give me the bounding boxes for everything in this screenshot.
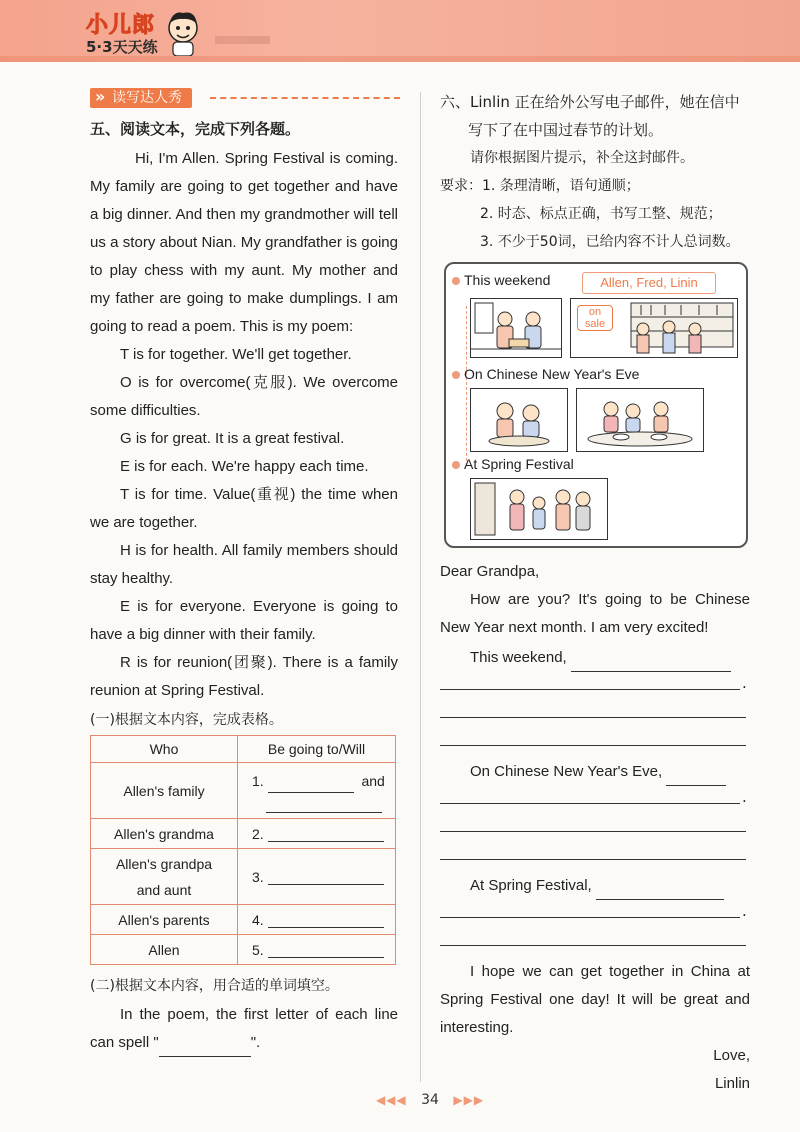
- q6-requirement-3: 3. 不少于50词，已给内容不计人总词数。: [480, 234, 740, 250]
- q6-requirement-1: 要求：1. 条理清晰，语句通顺；: [440, 178, 640, 194]
- header-decoration: [215, 36, 270, 44]
- writing-row: [440, 700, 750, 728]
- table-header-plan: Be going to/Will: [238, 736, 396, 763]
- right-column: [440, 88, 750, 1098]
- q6-title-line2: 写下了在中国过春节的计划。: [468, 121, 664, 139]
- letter-greeting: Dear Grandpa,: [440, 563, 540, 580]
- letter-signature: Linlin: [714, 1075, 750, 1092]
- label-weekend-row: [452, 272, 550, 288]
- q6-prompt: 请你根据图片提示，补全这封邮件。: [470, 150, 694, 166]
- q5-intro: Hi, I'm Allen. Spring Festival is coming. My family are going to get together and have a big dinner. And then my grandmother will tell us a story about Nian. My grandfather is going to play chess with my aunt. My mother and my father are going to make dumplings. I am going to read a poem. This is my poem:: [90, 150, 398, 335]
- part1-title: (一)根据文本内容，完成表格。: [90, 712, 283, 728]
- scene-dinner-image: [576, 388, 704, 452]
- row-who: Allen: [91, 935, 238, 965]
- eve-blank[interactable]: [666, 771, 726, 786]
- writing-row: [440, 728, 750, 756]
- page-number: 34: [421, 1092, 439, 1108]
- festival-blank[interactable]: [596, 885, 724, 900]
- label-weekend: This weekend: [464, 272, 551, 288]
- table-row: [91, 935, 396, 965]
- scene-chess-image: [470, 298, 562, 358]
- row-who: Allen's grandpa and aunt: [91, 849, 238, 905]
- part2-text-b: ".: [250, 1034, 261, 1051]
- answer-blank-1a[interactable]: [268, 778, 354, 793]
- label-festival: At Spring Festival: [464, 456, 574, 472]
- scene-dumplings-image: [470, 388, 568, 452]
- writing-line[interactable]: [440, 944, 746, 946]
- answer-number: 2.: [252, 825, 264, 842]
- page-footer: [360, 1092, 500, 1108]
- writing-line[interactable]: [440, 916, 740, 918]
- prev-arrows-icon: ◀◀◀: [375, 1093, 407, 1107]
- weekend-blank[interactable]: [571, 657, 731, 672]
- q6-title-line1: 六、Linlin 正在给外公写电子邮件，她在信中: [440, 93, 740, 111]
- festival-prompt: At Spring Festival,: [470, 877, 592, 894]
- spell-blank[interactable]: [159, 1042, 251, 1057]
- eve-line-2: [440, 786, 750, 814]
- answer-number: 1.: [252, 772, 264, 789]
- poem-line-8: R is for reunion(团聚). There is a family reunion at Spring Festival.: [90, 654, 398, 699]
- bullet-icon: [452, 461, 460, 469]
- poem-line-5: T is for time. Value(重视) the time when we are together.: [90, 486, 398, 531]
- answer-table: [90, 735, 396, 965]
- answer-number: 5.: [252, 941, 264, 958]
- row-who: Allen's grandma: [91, 819, 238, 849]
- mascot-icon: [163, 10, 203, 56]
- next-arrows-icon: ▶▶▶: [453, 1093, 485, 1107]
- row-answer-3: [238, 849, 396, 905]
- section-tag-dashline: [210, 97, 400, 99]
- section-tag-label: » 读写达人秀: [90, 88, 192, 108]
- table-row: [91, 905, 396, 935]
- table-row: [91, 763, 396, 819]
- row-answer-1: [238, 763, 396, 819]
- bullet-icon: [452, 371, 460, 379]
- festival-line: [440, 872, 750, 900]
- label-eve-row: [452, 366, 639, 382]
- scene-visit-image: [470, 478, 608, 540]
- period-mark: .: [742, 788, 747, 806]
- part2-title: (二)根据文本内容，用合适的单词填空。: [90, 978, 339, 994]
- poem-line-4: E is for each. We're happy each time.: [120, 458, 369, 475]
- row-answer-4: [238, 905, 396, 935]
- poem-line-7: E is for everyone. Everyone is going to have a big dinner with their family.: [90, 598, 398, 643]
- poem-line-6: H is for health. All family members should stay healthy.: [90, 542, 398, 587]
- writing-line[interactable]: [440, 688, 740, 690]
- writing-line[interactable]: [440, 744, 746, 746]
- eve-prompt: On Chinese New Year's Eve,: [470, 763, 663, 780]
- q5-heading: 五、阅读文本，完成下列各题。: [90, 120, 301, 138]
- weekend-prompt: This weekend,: [470, 649, 567, 666]
- row-who: Allen's parents: [91, 905, 238, 935]
- festival-line-2: [440, 900, 750, 928]
- label-eve: On Chinese New Year's Eve: [464, 366, 640, 382]
- table-row: [91, 819, 396, 849]
- timeline-line: [466, 306, 467, 466]
- top-banner: [0, 0, 800, 62]
- on-sale-sign: on sale: [577, 305, 613, 331]
- logo-title: 小儿郎: [86, 13, 156, 38]
- bullet-icon: [452, 277, 460, 285]
- answer-number: 3.: [252, 868, 264, 885]
- table-row: [91, 849, 396, 905]
- left-column: [90, 88, 398, 1057]
- row-answer-5: [238, 935, 396, 965]
- answer-blank-5[interactable]: [268, 943, 384, 958]
- letter-opening: How are you? It's going to be Chinese New Year next month. I am very excited!: [440, 591, 750, 636]
- column-divider: [420, 92, 421, 1082]
- period-mark: .: [742, 902, 747, 920]
- writing-line[interactable]: [440, 802, 740, 804]
- label-festival-row: [452, 456, 574, 472]
- part2-text: [90, 1001, 398, 1057]
- poem-line-2: O is for overcome(克服). We overcome some difficulties.: [90, 374, 398, 419]
- brand-logo: [86, 8, 226, 58]
- answer-blank-4[interactable]: [268, 913, 384, 928]
- logo-subtitle: 5·3天天练: [86, 38, 158, 56]
- section-tag: [90, 88, 398, 110]
- answer-blank-2[interactable]: [268, 827, 384, 842]
- answer-blank-1b[interactable]: [266, 798, 382, 813]
- writing-line[interactable]: [440, 858, 746, 860]
- picture-prompts: [444, 262, 748, 548]
- writing-line[interactable]: [440, 716, 746, 718]
- answer-number: 4.: [252, 911, 264, 928]
- period-mark: .: [742, 674, 747, 692]
- letter-closing: I hope we can get together in China at Spring Festival one day! It will be great and interesting.: [440, 963, 750, 1036]
- writing-row: [440, 928, 750, 956]
- weekend-line-2: [440, 672, 750, 700]
- writing-line[interactable]: [440, 830, 746, 832]
- scene-bookstore-image: [570, 298, 738, 358]
- writing-row: [440, 814, 750, 842]
- writing-row: [440, 842, 750, 870]
- row-who: Allen's family: [91, 763, 238, 819]
- table-header-who: Who: [91, 736, 238, 763]
- answer-blank-3[interactable]: [268, 870, 384, 885]
- part2-text-a: In the poem, the first letter of each line can spell ": [90, 1006, 398, 1051]
- q6-requirement-2: 2. 时态、标点正确，书写工整、规范；: [480, 206, 722, 222]
- names-tag: Allen, Fred, Linin: [582, 272, 716, 294]
- poem-line-1: T is for together. We'll get together.: [120, 346, 352, 363]
- poem-line-3: G is for great. It is a great festival.: [120, 430, 345, 447]
- eve-line: [440, 758, 750, 786]
- answer-and: and: [361, 772, 385, 789]
- weekend-line: [440, 644, 750, 672]
- letter-signoff: Love,: [713, 1047, 750, 1064]
- row-answer-2: [238, 819, 396, 849]
